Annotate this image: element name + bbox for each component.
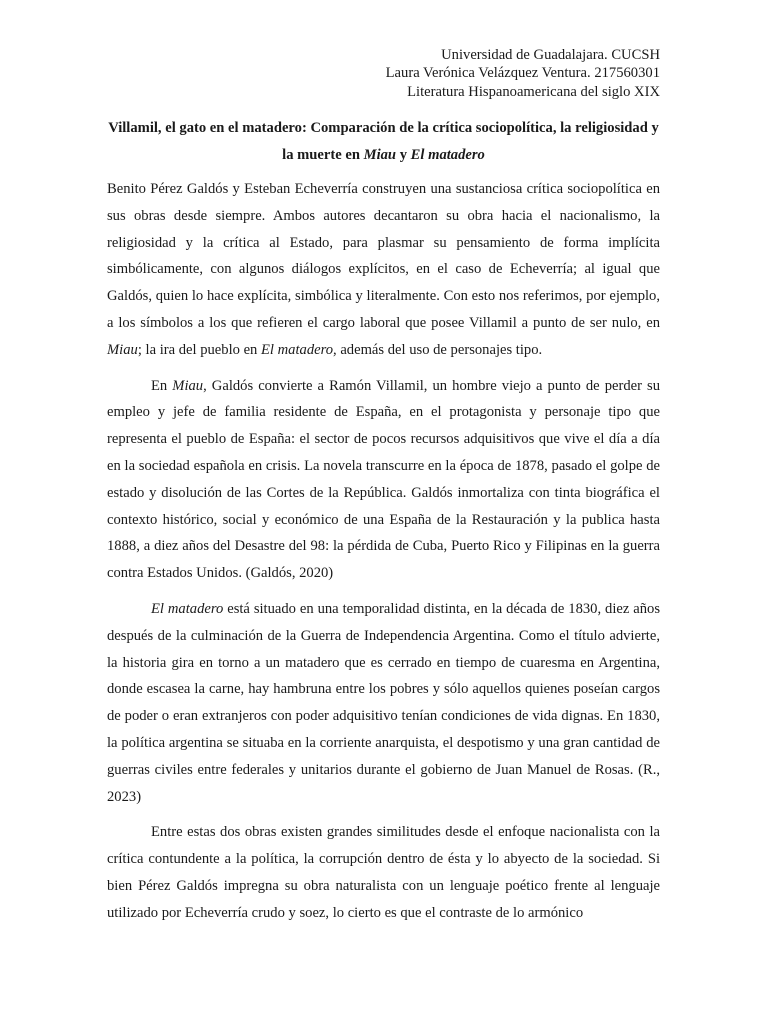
p4-text-1: Entre estas dos obras existen grandes similitudes desde el enfoque nacionalista con la crítica contundente a la política, la corrupción dentro de ésta y lo abyecto de la sociedad. Si bien Pérez Galdós impregna su obra naturalista con un lenguaje poético frente al lenguaje utilizado por Echeverría crudo y soez, lo cierto es que el contraste de lo armónico bbox=[107, 824, 660, 921]
p2-italic-1: Miau bbox=[172, 377, 204, 394]
p2-text-1: En bbox=[151, 377, 173, 394]
header-institution: Universidad de Guadalajara. CUCSH bbox=[441, 47, 660, 63]
paragraph-2 bbox=[107, 373, 660, 587]
paragraph-3 bbox=[107, 596, 660, 810]
p1-italic-2: El matadero bbox=[261, 341, 334, 358]
title-text: Villamil, el gato en el matadero: Comparación de la crítica sociopolítica, la religiosidad y la muerte en bbox=[108, 120, 659, 163]
p1-text-2: ; la ira del pueblo en bbox=[137, 341, 262, 358]
paragraph-4 bbox=[107, 819, 660, 926]
p3-italic-1: El matadero bbox=[151, 600, 224, 617]
p2-text-2: , Galdós convierte a Ramón Villamil, un hombre viejo a punto de perder su empleo y jefe de familia residente de España, en el protagonista y personaje tipo que representa el pueblo de España: el sector de pocos recursos adquisitivos que vive el día a día en la sociedad española en crisis. La novela transcurre en la época de 1878, pasado el golpe de estado y disolución de las Cortes de la República. Galdós inmortaliza con tinta biográfica el contexto histórico, social y económico de una España de la Restauración y la publica hasta 1888, a diez años del Desastre del 98: la pérdida de Cuba, Puerto Rico y Filipinas en la guerra contra Estados Unidos. (Galdós, 2020) bbox=[107, 377, 660, 582]
document-header bbox=[107, 46, 660, 101]
title-italic-matadero: El matadero bbox=[410, 146, 485, 163]
paragraph-1 bbox=[107, 176, 660, 364]
p1-italic-1: Miau bbox=[107, 341, 138, 358]
document-body bbox=[107, 176, 660, 936]
header-author: Laura Verónica Velázquez Ventura. 217560301 bbox=[385, 65, 660, 82]
header-course: Literatura Hispanoamericana del siglo XIX bbox=[407, 83, 660, 100]
title-italic-miau: Miau bbox=[363, 146, 397, 163]
title-connector: y bbox=[396, 146, 411, 163]
p1-text-3: , además del uso de personajes tipo. bbox=[333, 341, 543, 358]
p1-text-1: Benito Pérez Galdós y Esteban Echeverría construyen una sustanciosa crítica sociopolítica en sus obras desde siempre. Ambos autores decantaron su obra hacia el nacionalismo, la religiosidad y la crítica al Estado, para plasmar su pensamiento de forma implícita simbólicamente, con algunos diálogos explícitos, en el caso de Echeverría; al igual que Galdós, quien lo hace explícita, simbólica y literalmente. Con esto nos referimos, por ejemplo, a los símbolos a los que refieren el cargo laboral que posee Villamil a punto de ser nulo, en bbox=[107, 181, 660, 331]
p3-text-1: está situado en una temporalidad distinta, en la década de 1830, diez años después de la culminación de la Guerra de Independencia Argentina. Como el título advierte, la historia gira en torno a un matadero que es cerrado en tiempo de cuaresma en Argentina, donde escasea la carne, hay hambruna entre los pobres y sólo aquellos quienes poseían cargos de poder o eran extranjeros con poder adquisitivo tenían condiciones de vida dignas. En 1830, la política argentina se situaba en la corriente anarquista, el despotismo y una gran cantidad de guerras civiles entre federales y unitarios durante el gobierno de Juan Manuel de Rosas. (R., 2023) bbox=[107, 600, 661, 805]
document-title bbox=[107, 115, 660, 169]
